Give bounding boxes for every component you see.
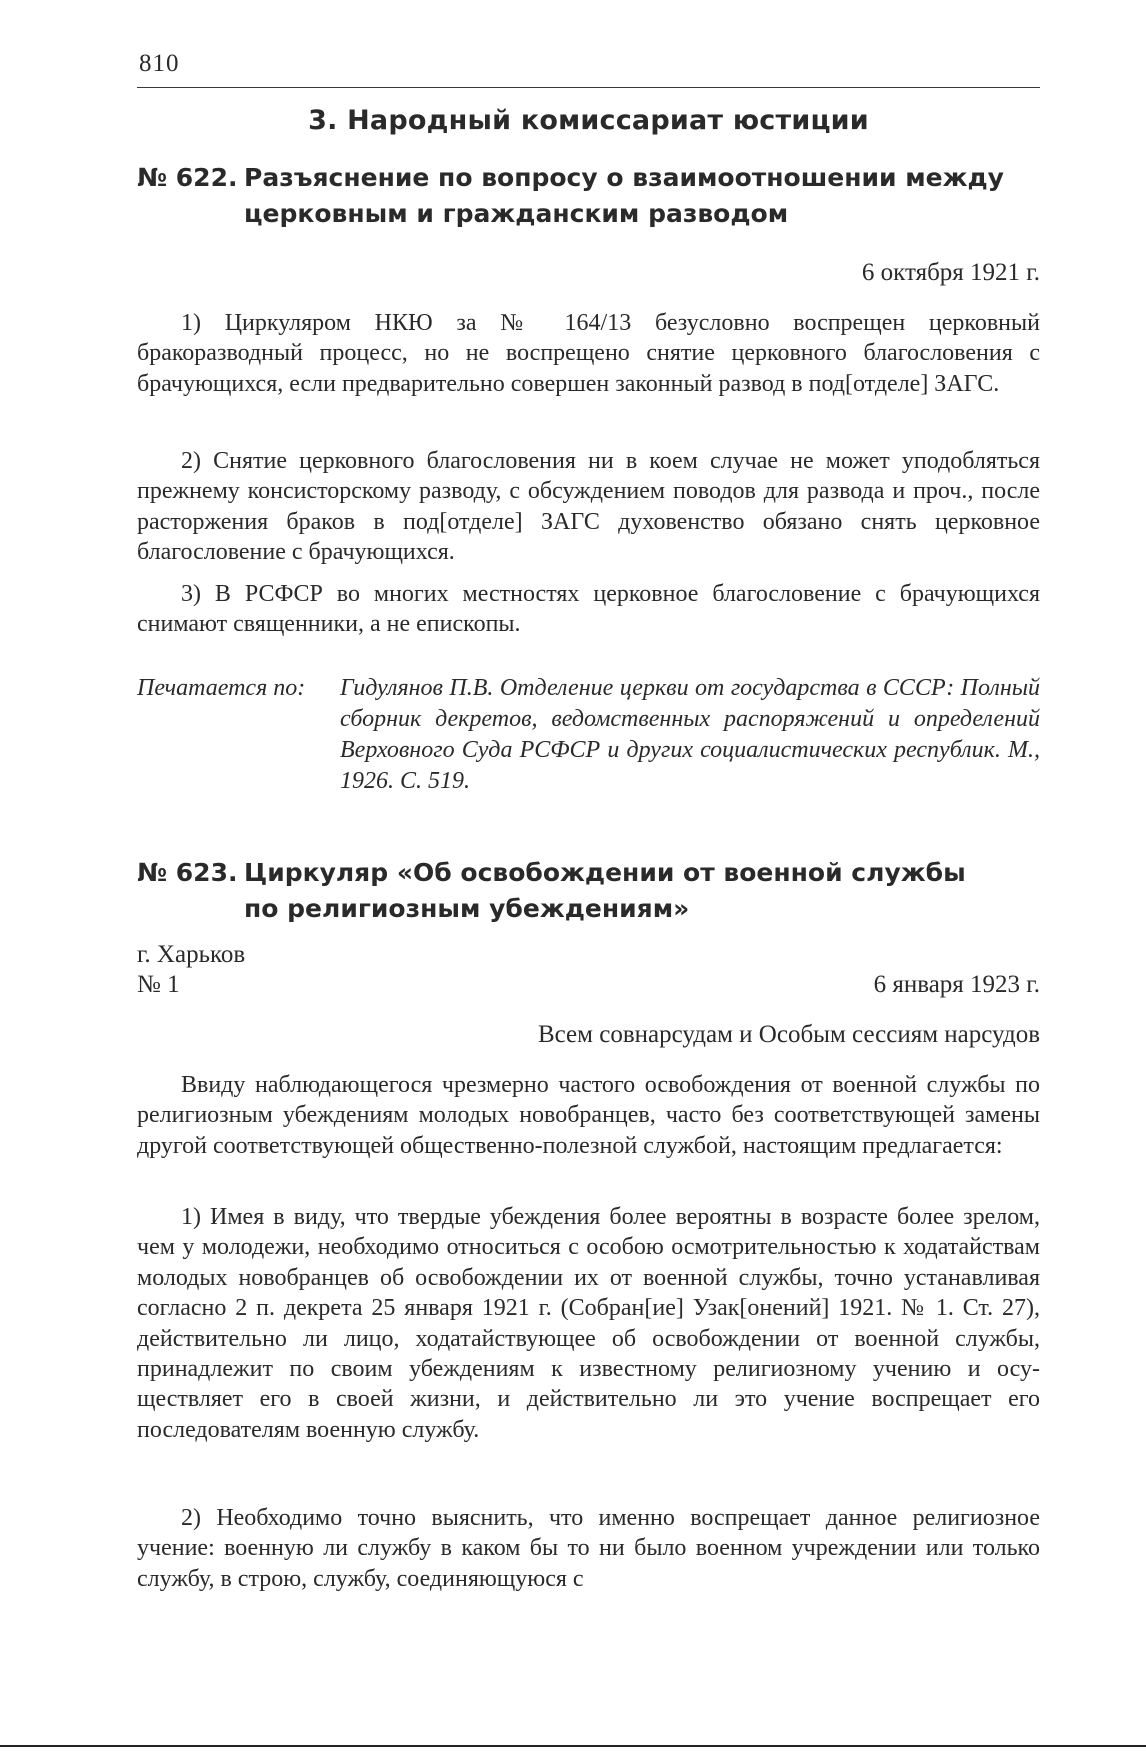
doc-622-paragraph-2: 2) Снятие церковного благословения ни в коем случае не может уподобляться прежнему консисторскому разводу, с обсуждением поводов для развода и проч., после расторжения браков в под[отделе] ЗАГС духовенство обязано снять церковное благословение с брачующихся. bbox=[137, 448, 1040, 566]
doc-622-paragraph-1: 1) Циркуляром НКЮ за № 164/13 безусловно воспрещен церковный бракоразводный процесс, но не воспрещено снятие церковного благословения с брачующихся, если предварительно совершен законный развод в под[отделе] ЗАГС. bbox=[137, 310, 1040, 397]
doc-623-number: № 623. bbox=[137, 858, 238, 887]
doc-622-date: 6 октября 1921 г. bbox=[861, 259, 1040, 286]
doc-623-paragraph-intro: Ввиду наблюдающегося чрезмерно частого освобождения от военной службы по религиозным убеждениям молодых новобранцев, часто без соответствующей замены другой соответствующей общественно-полезной службой, настоящим предлагается: bbox=[137, 1072, 1040, 1159]
doc-622-title bbox=[137, 160, 1040, 232]
doc-623-doc-number: № 1 bbox=[137, 971, 180, 998]
doc-623-title bbox=[137, 855, 1040, 927]
doc-623-paragraph-1: 1) Имея в виду, что твердые убеждения более вероятны в возрасте более зрелом, чем у молодежи, необходимо относиться с особою осмотрительностью к ходатайствам молодых новобранцев об освобождении их от военной службы, точно устанавливая согласно 2 п. декрета 25 января 1921 г. (Собран[ие] Узак[онений] 1921. № 1. Ст. 27), действительно ли лицо, ходатайствующее об освобождении от военной службы, принадлежит по своим убеждениям к известному религиозному учению и осуществляет его в своей жизни, и действительно ли это учение воспрещает его последователям военную службу. bbox=[137, 1204, 1040, 1443]
doc-623-place: г. Харьков bbox=[137, 941, 246, 968]
bottom-rule bbox=[0, 1745, 1146, 1747]
doc-623-title-line1: Циркуляр «Об освобождении от военной службы bbox=[244, 858, 966, 887]
page-number: 810 bbox=[139, 50, 180, 77]
doc-622-title-line2: церковным и гражданским разводом bbox=[244, 199, 789, 228]
doc-623-date: 6 января 1923 г. bbox=[873, 971, 1040, 998]
source-label: Печатается по: bbox=[137, 675, 306, 701]
section-title: 3. Народный комиссариат юстиции bbox=[308, 105, 869, 136]
doc-623-paragraph-2: 2) Необходимо точно выяснить, что именно воспрещает данное религиозное учение: военную ли службу в каком бы то ни было военном учреждении или только службу, в строю, службу, соединяющуюся с bbox=[137, 1505, 1040, 1592]
doc-623-title-line2: по религиозным убеждениям» bbox=[244, 894, 690, 923]
source-citation: Гидулянов П.В. Отделение церкви от государства в СССР: Полный сборник декретов, ведомственных распоряжений и определений Верховного Суда РСФСР и других социалистических республик. М., 1926. С. 519. bbox=[340, 675, 1040, 794]
doc-623-addressee: Всем совнарсудам и Особым сессиям нарсудов bbox=[537, 1021, 1040, 1048]
doc-622-paragraph-3: 3) В РСФСР во многих местностях церковное благословение с брачующихся снимают священники, а не епископы. bbox=[137, 581, 1040, 638]
doc-622-title-line1: Разъяснение по вопросу о взаимоотношении между bbox=[244, 163, 1004, 192]
header-rule bbox=[137, 87, 1040, 88]
doc-622-number: № 622. bbox=[137, 163, 238, 192]
